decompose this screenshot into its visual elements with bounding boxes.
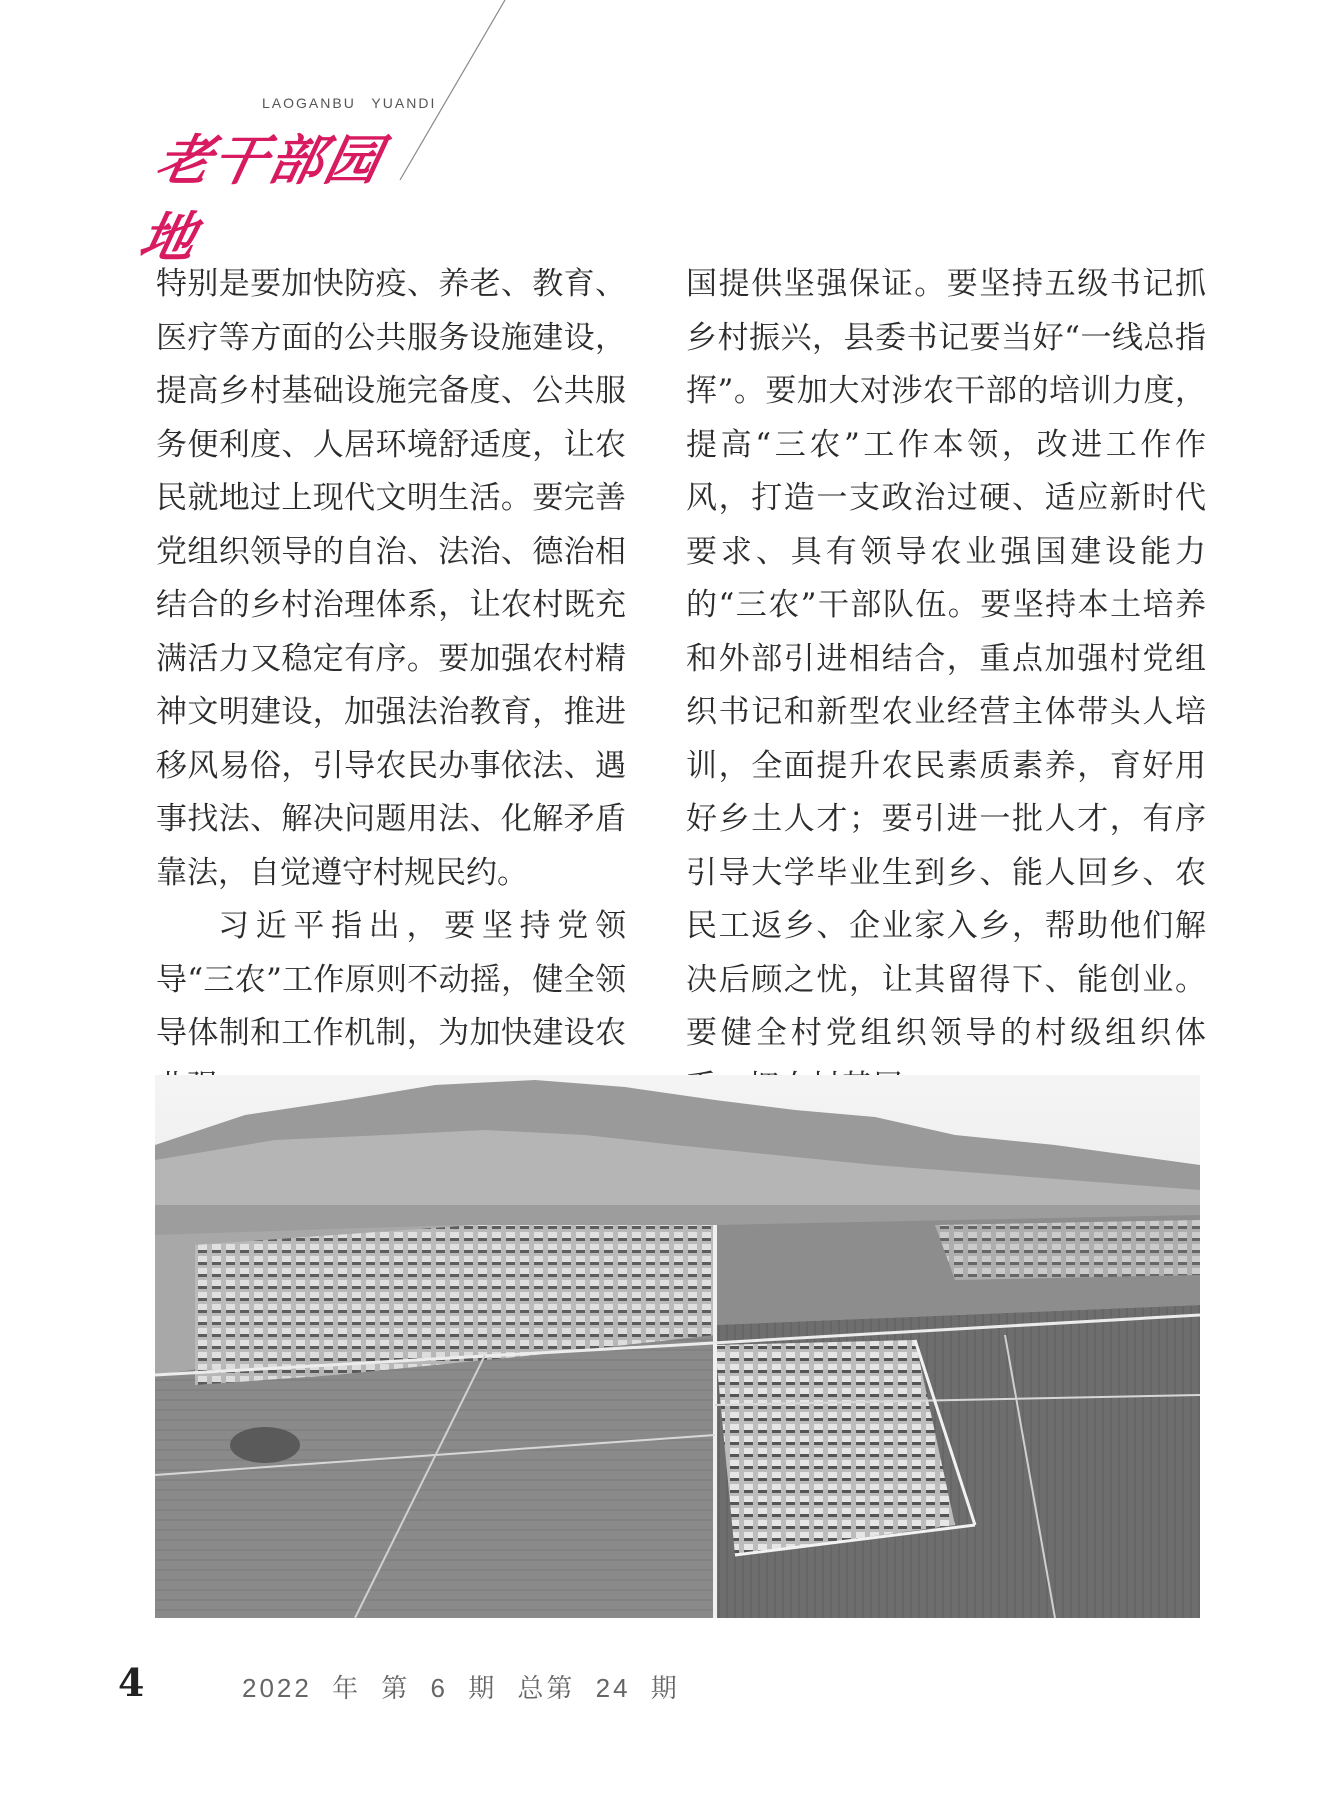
paragraph: 习近平指出，要坚持党领导“三农”工作原则不动摇，健全领导体制和工作机制，为加快建设农 xyxy=(156,908,626,1051)
right-column xyxy=(686,258,1206,1114)
page-number: 4 xyxy=(118,1660,145,1705)
issue-info: 2022 年 第 6 期 总第 24 期 xyxy=(242,1673,680,1703)
masthead-english: LAOGANBU YUANDI xyxy=(262,95,437,111)
aerial-village-photo xyxy=(155,1075,1200,1618)
paragraph: 国提供坚强保证。要坚持五级书记抓乡村振兴，县委书记要当好“一线总指挥”。要加大对涉农干部的培训力度，提高“三农”工作本领，改进工作作风，打造一支政治过硬、适应新时代要求、具有领导农业强国建设能力的“三农”干部队伍。要坚持本土培养和外部引进相结合，重点加强村党组织书记和新型农业经营主体带头人培训，全面提升农民素质素养，育好用好乡土人才；要引进一批人才，有序引导大学毕业生到乡、能人回乡、农民工返乡、企业家入乡，帮助他们解决后顾之忧，让其留得下、能创业。要健全村党组织领导的村级组织体 xyxy=(686,266,1206,1051)
left-column xyxy=(156,258,626,1114)
masthead-logo xyxy=(134,118,410,269)
masthead-title: 老干部园地 xyxy=(134,128,389,269)
paragraph: 特别是要加快防疫、养老、教育、医疗等方面的公共服务设施建设，提高乡村基础设施完备度、公共服务便利度、人居环境舒适度，让农民就地过上现代文明生活。要完善党组织领导的自治、法治、德治相结合的乡村治理体系，让农村既充满活力又稳定有序。要加强农村精神文明建设，加强法治教育，推进移风易俗，引导农民办事依法、遇事找法、解决问题用法、化解矛盾靠法，自觉遵守村规民约。 xyxy=(156,266,626,891)
